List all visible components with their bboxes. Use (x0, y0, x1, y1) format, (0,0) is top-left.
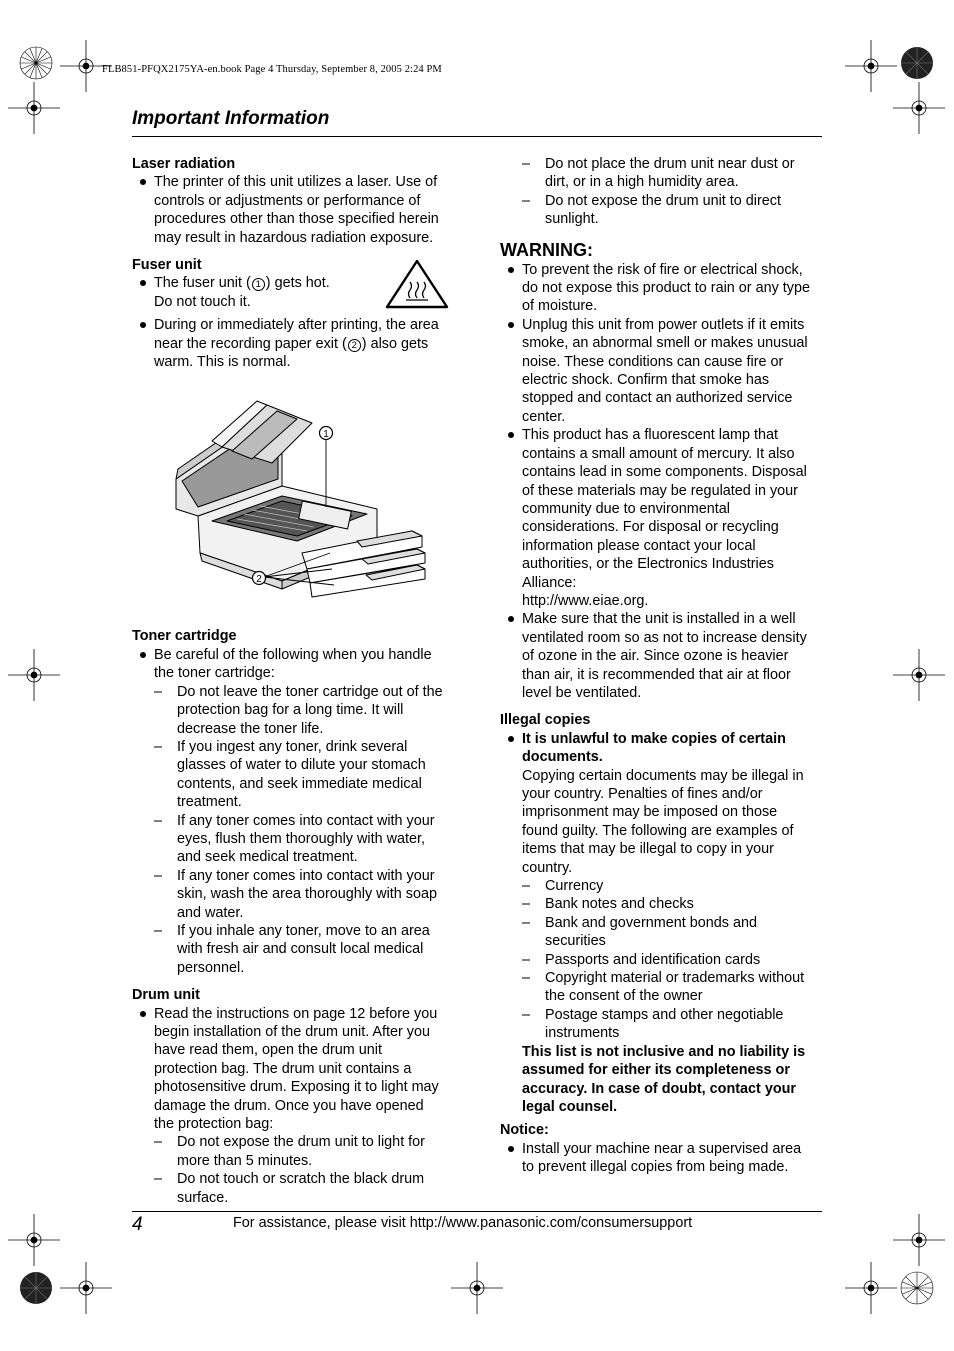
crosshair-mark-right-2 (893, 1214, 945, 1266)
crosshair-mark-bottom-center (451, 1262, 503, 1314)
text-line: glasses of water to dilute your stomach (177, 757, 426, 774)
toner-item (132, 867, 454, 922)
hot-surface-warning-icon (384, 258, 450, 310)
crosshair-mark-left-mid (8, 649, 60, 701)
text-line: to prevent illegal copies from being made. (522, 1159, 789, 1176)
text-line: Alliance: (522, 574, 577, 591)
text-line: This list is not inclusive and no liability is (522, 1043, 806, 1060)
registration-mark-bottom-right (899, 1270, 935, 1306)
callout-2-label: 2 (256, 574, 262, 586)
text-line: Install your machine near a supervised area (522, 1140, 802, 1157)
text-line: your country. Penalties of fines and/or (522, 786, 763, 802)
notice-bullet (500, 1140, 822, 1177)
text-line: with fresh air and consult local medical (177, 941, 424, 958)
warning-item (500, 426, 822, 610)
drum-item (132, 1133, 454, 1170)
text-line: surface. (177, 1189, 229, 1206)
drum-item (500, 155, 822, 192)
text-line: items that may be illegal to copy in your (522, 841, 774, 858)
eiae-url: http://www.eiae.org. (522, 592, 649, 609)
text-line: It is unlawful to make copies of certain (522, 730, 786, 747)
drum-heading: Drum unit (132, 987, 200, 1004)
text-line: – Currency (545, 878, 604, 895)
text-line: Be careful of the following when you handle (154, 646, 432, 663)
text-line: sunlight. (545, 211, 599, 228)
crosshair-mark-left-2 (8, 1214, 60, 1266)
crosshair-mark-bottom-2 (845, 1262, 897, 1314)
text-line: warm. This is normal. (154, 354, 291, 371)
crosshair-mark-left-1 (8, 82, 60, 134)
text-line: and seek medical treatment. (177, 849, 358, 866)
callout-1-ref: 1 (252, 278, 265, 291)
text-line: dirt, or in a high humidity area. (545, 174, 739, 191)
text-line: – Do not leave the toner cartridge out of the (177, 683, 443, 700)
text-line: of ozone in the air. Since ozone is heavier (522, 648, 789, 665)
text-line: legal counsel. (522, 1098, 618, 1115)
crosshair-mark-top-2 (845, 40, 897, 92)
text-line: – Bank notes and checks (545, 896, 694, 913)
text-line: stopped and contact an authorized service (522, 390, 793, 407)
callout-1-label: 1 (323, 429, 329, 441)
text-line: securities (545, 933, 606, 950)
text-line: imprisonment may be imposed on those (522, 804, 778, 821)
text-line: smoke, an abnormal smell or makes unusual (522, 335, 808, 352)
print-header: FLB851-PFQX2175YA-en.book Page 4 Thursday, September 8, 2005 2:24 PM (102, 64, 442, 75)
text-line: may result in hazardous radiation exposure. (154, 229, 434, 246)
text-line: Unplug this unit from power outlets if it emits (522, 316, 805, 333)
fuser-bullet-1 (132, 274, 454, 311)
right-column (500, 155, 822, 1177)
illegal-disclaimer (500, 1043, 822, 1117)
drum-item (132, 1170, 454, 1207)
illegal-item (500, 895, 822, 913)
text-line: protection bag for a long time. It will (177, 702, 404, 719)
text-line: – Postage stamps and other negotiable (545, 1006, 784, 1023)
drum-item (500, 192, 822, 229)
text-line: eyes, flush them thoroughly with water, (177, 830, 425, 847)
text-line: decrease the toner life. (177, 720, 324, 737)
text-line: accuracy. In case of doubt, contact your (522, 1080, 797, 1097)
fuser-heading: Fuser unit (132, 257, 202, 274)
text-line: center. (522, 408, 566, 425)
toner-item (132, 683, 454, 738)
text-line: – Do not expose the drum unit to light for (177, 1134, 425, 1151)
text-line: This product has a fluorescent lamp that (522, 427, 778, 444)
text-line: instruments (545, 1025, 620, 1042)
text-line: Read the instructions on page 12 before you (154, 1005, 438, 1022)
text-line: During or immediately after printing, the area (154, 317, 439, 334)
text-line: have read them, open the drum unit (154, 1042, 382, 1059)
illegal-item (500, 914, 822, 951)
text-line: contents, and seek immediate medical (177, 775, 422, 792)
drum-bullet (132, 1005, 454, 1134)
text-line: the toner cartridge: (154, 665, 275, 682)
laser-heading: Laser radiation (132, 156, 236, 172)
text-line: contains a small amount of mercury. It also (522, 445, 795, 462)
registration-mark-bottom-left (18, 1270, 54, 1306)
notice-heading: Notice: (500, 1122, 549, 1139)
text-line: information please contact your local (522, 537, 756, 554)
text-line: – Passports and identification cards (545, 951, 761, 968)
fuser-bullet-2 (132, 316, 454, 371)
text-line: – Do not expose the drum unit to direct (545, 192, 781, 209)
text-line: noise. These conditions can cause fire or (522, 353, 784, 370)
text-line: Make sure that the unit is installed in a well (522, 611, 796, 628)
text-line: and water. (177, 904, 244, 921)
warning-item (500, 316, 822, 426)
text-line: – Copyright material or trademarks without (545, 970, 805, 987)
text-line: protection bag. The drum unit contains a (154, 1060, 412, 1077)
text-line: – Do not touch or scratch the black drum (177, 1171, 425, 1188)
text-line: near the recording paper exit ( 2 ) also gets (154, 335, 429, 352)
text-line: – If any toner comes into contact with your (177, 812, 435, 829)
text-line: considerations. For disposal or recycling (522, 519, 779, 536)
text-line: damage the drum. Once you have opened (154, 1097, 424, 1114)
text-line: To prevent the risk of fire or electrical shock, (522, 261, 803, 278)
text-line: The fuser unit ( 1 ) gets hot. (154, 275, 330, 292)
text-line: – Bank and government bonds and (545, 914, 758, 931)
toner-item (132, 738, 454, 812)
crosshair-mark-right-mid (893, 649, 945, 701)
laser-bullet (132, 173, 454, 247)
callout-2-ref: 2 (348, 339, 361, 352)
text-line: country. (522, 859, 573, 876)
text-line: of these materials may be regulated in your (522, 482, 798, 499)
text-line: – If any toner comes into contact with your (177, 867, 435, 884)
text-line: procedures other than those specified herein (154, 211, 439, 228)
fax-machine-drawing (132, 381, 454, 617)
text-line: documents. (522, 749, 603, 766)
illegal-lead (500, 730, 822, 767)
text-line: the consent of the owner (545, 988, 703, 1005)
text-line: assumed for either its completeness or (522, 1062, 790, 1079)
left-column (132, 155, 454, 1207)
crosshair-mark-bottom-1 (60, 1262, 112, 1314)
illegal-item (500, 951, 822, 969)
text-line: begin installation of the drum unit. After you (154, 1024, 430, 1040)
text-line: level be ventilated. (522, 684, 642, 701)
registration-mark-top-left (18, 45, 54, 81)
warning-item (500, 610, 822, 702)
text-line: skin, wash the area thoroughly with soap (177, 886, 437, 903)
text-line: found guilty. The following are examples of (522, 822, 794, 839)
text-line: ventilated room so as not to increase density (522, 629, 807, 646)
toner-heading: Toner cartridge (132, 628, 237, 645)
text-line: The printer of this unit utilizes a laser. Use of (154, 174, 438, 191)
text-line: of moisture. (522, 298, 598, 315)
text-line: controls or adjustments or performance of (154, 192, 421, 209)
text-line: authorities, or the Electronics Industries (522, 556, 774, 573)
text-line: electric shock. Confirm that smoke has (522, 372, 770, 389)
text-line: Copying certain documents may be illegal in (522, 767, 804, 784)
illegal-body (500, 767, 822, 877)
warning-heading: WARNING: (500, 239, 593, 260)
toner-item (132, 922, 454, 977)
text-line: – If you inhale any toner, move to an area (177, 922, 430, 939)
illegal-item (500, 1006, 822, 1043)
text-line: community due to environmental (522, 500, 730, 517)
illegal-copies-heading: Illegal copies (500, 712, 591, 729)
illegal-item (500, 877, 822, 895)
toner-item (132, 812, 454, 867)
crosshair-mark-right-1 (893, 82, 945, 134)
footer-support-text: For assistance, please visit http://www.panasonic.com/consumersupport (233, 1215, 693, 1231)
text-line: – If you ingest any toner, drink several (177, 738, 408, 755)
footer-divider (132, 1211, 822, 1212)
text-line: personnel. (177, 959, 245, 976)
text-line: than air, it is recommended that air at floor (522, 666, 791, 683)
text-line: the protection bag: (154, 1116, 274, 1133)
page-title: Important Information (132, 108, 330, 129)
page-number: 4 (132, 1214, 143, 1235)
warning-item (500, 261, 822, 316)
text-line: – Do not place the drum unit near dust or (545, 156, 795, 172)
text-line: Do not touch it. (154, 293, 251, 310)
text-line: contains lead in some components. Disposal (522, 464, 807, 481)
text-line: do not expose this product to rain or any type (522, 280, 810, 297)
text-line: treatment. (177, 794, 242, 811)
illegal-item (500, 969, 822, 1006)
registration-mark-top-right (899, 45, 935, 81)
title-divider (132, 136, 822, 137)
toner-bullet (132, 646, 454, 683)
fax-machine-illustration (132, 381, 454, 617)
text-line: more than 5 minutes. (177, 1152, 313, 1169)
text-line: photosensitive drum. Exposing it to light may (154, 1079, 439, 1096)
